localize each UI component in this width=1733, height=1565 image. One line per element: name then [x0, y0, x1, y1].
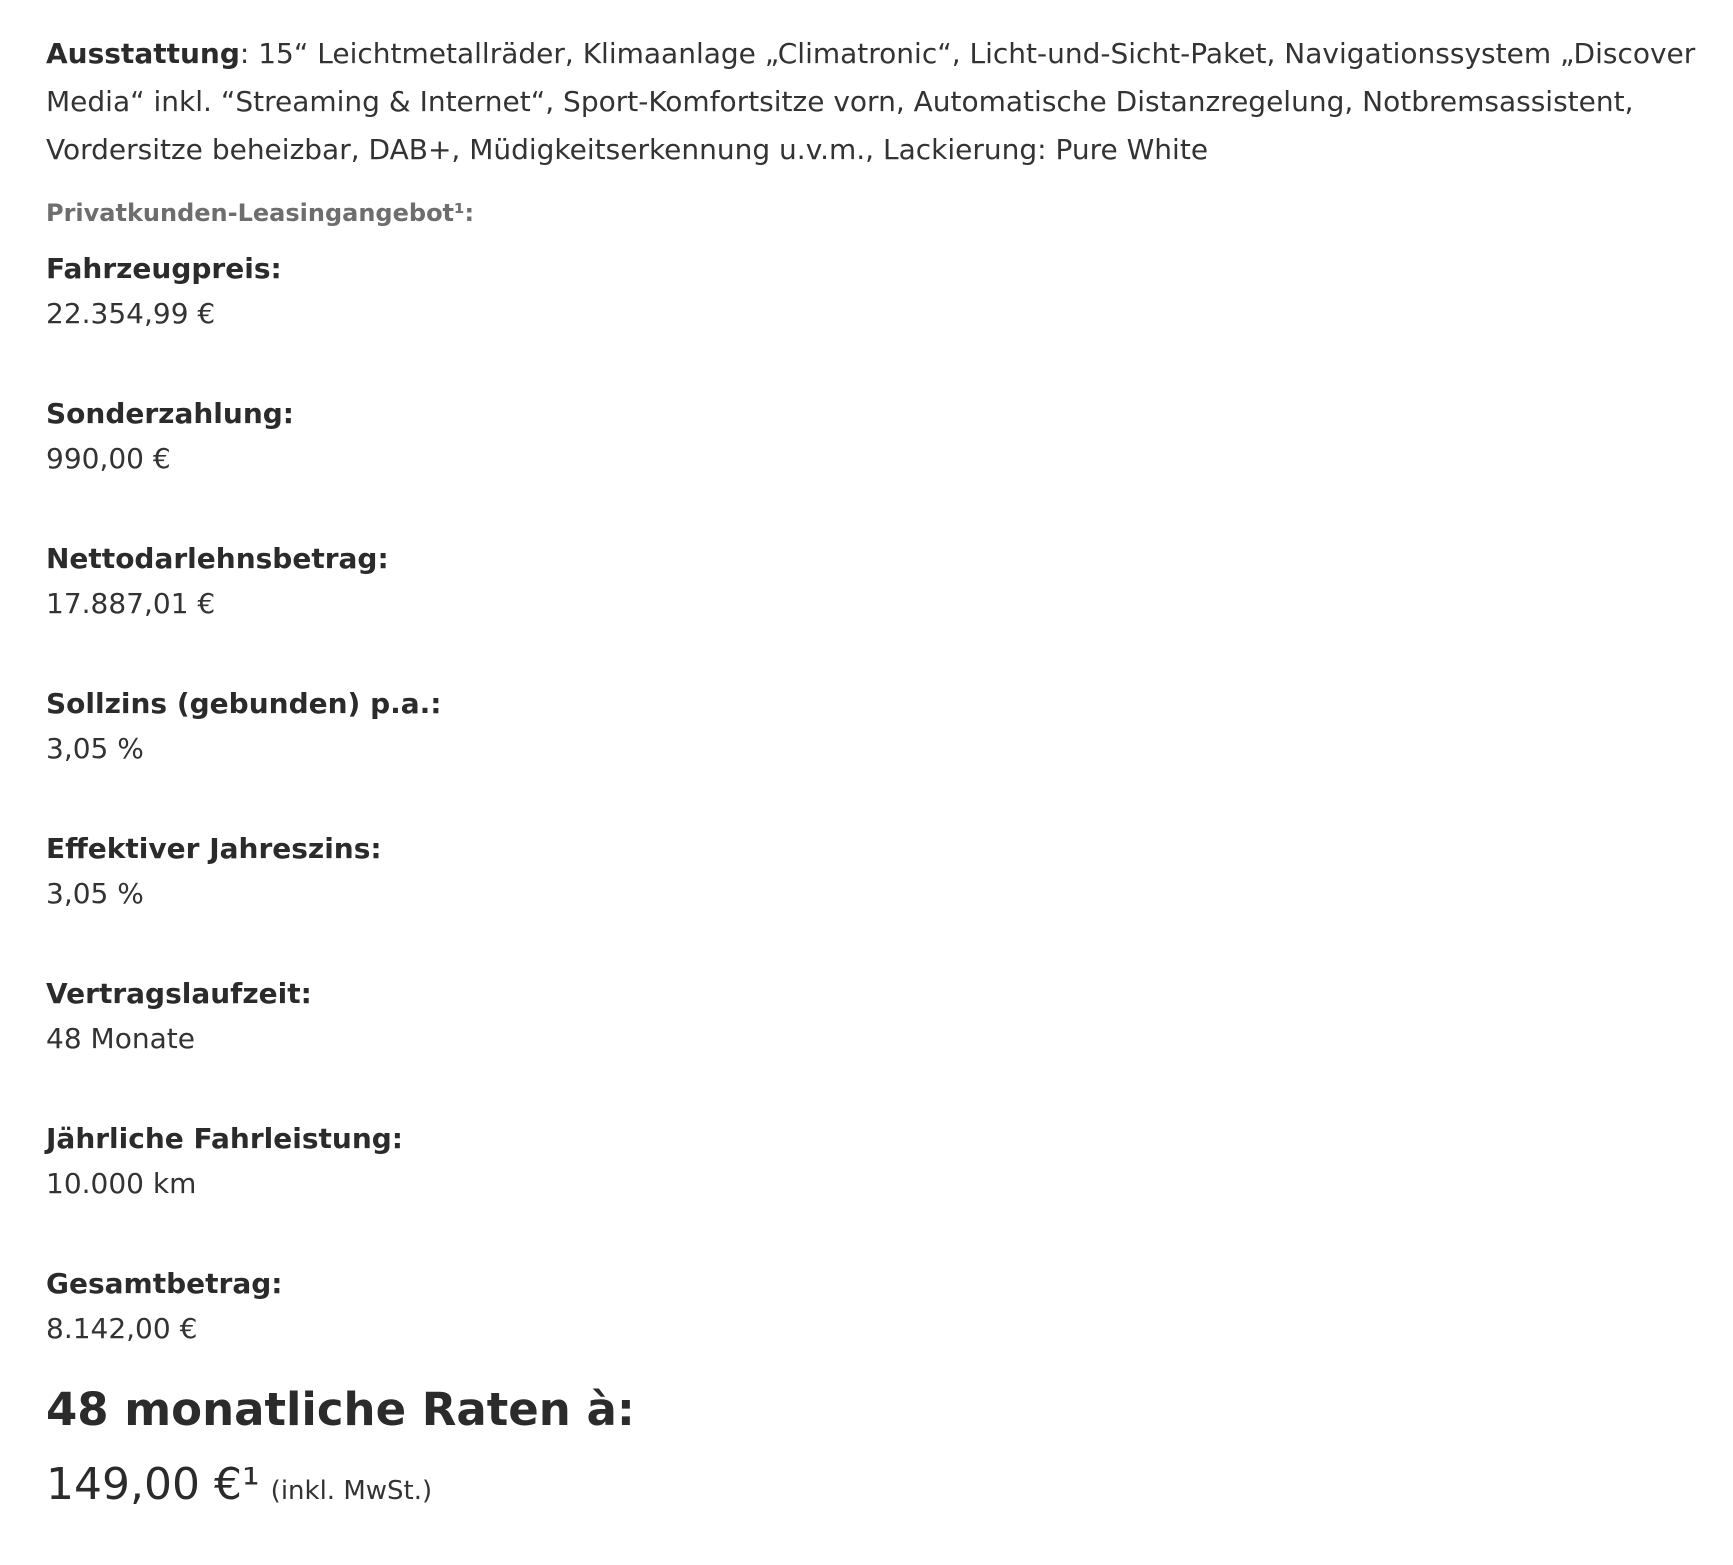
detail-value: 48 Monate: [46, 1022, 195, 1055]
detail-contract-term: [46, 973, 1696, 1118]
detail-vehicle-price: [46, 248, 1696, 393]
detail-value: 990,00 €: [46, 442, 171, 475]
detail-down-payment: [46, 393, 1696, 538]
equipment-label: Ausstattung: [46, 37, 240, 70]
detail-label: Gesamtbetrag:: [46, 1267, 283, 1300]
monthly-rate-amount: 149,00 €¹: [46, 1459, 260, 1510]
equipment-paragraph: [46, 30, 1696, 174]
detail-borrowing-rate: [46, 683, 1696, 828]
detail-label: Fahrzeugpreis:: [46, 252, 282, 285]
detail-value: 17.887,01 €: [46, 587, 216, 620]
detail-value: 3,05 %: [46, 877, 144, 910]
offer-details-list: [46, 248, 1696, 1353]
detail-value: 3,05 %: [46, 732, 144, 765]
detail-effective-annual-rate: [46, 828, 1696, 973]
detail-value: 10.000 km: [46, 1167, 197, 1200]
monthly-rate-line: [46, 1455, 1696, 1524]
detail-label: Vertragslaufzeit:: [46, 977, 312, 1010]
detail-label: Effektiver Jahreszins:: [46, 832, 382, 865]
equipment-text: : 15“ Leichtmetallräder, Klimaanlage „Climatronic“, Licht-und-Sicht-Paket, Navigationssystem „Discover Media“ inkl. “Streaming & Internet“, Sport-Komfortsitze vorn, Automatische Distanzregelung, Notbremsassistent, Vordersitze beheizbar, DAB+, Müdigkeitserkennung u.v.m., Lackierung: Pure White: [46, 37, 1696, 166]
detail-net-loan-amount: [46, 538, 1696, 683]
detail-label: Sollzins (gebunden) p.a.:: [46, 687, 442, 720]
monthly-rate-tax-note: (inkl. MwSt.): [270, 1476, 433, 1506]
detail-label: Nettodarlehnsbetrag:: [46, 542, 389, 575]
leasing-offer-content: [46, 30, 1696, 1524]
detail-annual-mileage: [46, 1118, 1696, 1263]
monthly-rate-heading: 48 monatliche Raten à:: [46, 1383, 635, 1436]
detail-value: 8.142,00 €: [46, 1312, 198, 1345]
detail-total-amount: [46, 1263, 1696, 1353]
detail-value: 22.354,99 €: [46, 297, 216, 330]
detail-label: Sonderzahlung:: [46, 397, 295, 430]
offer-type-label: Privatkunden-Leasingangebot¹:: [46, 199, 475, 227]
detail-label: Jährliche Fahrleistung:: [46, 1122, 403, 1155]
